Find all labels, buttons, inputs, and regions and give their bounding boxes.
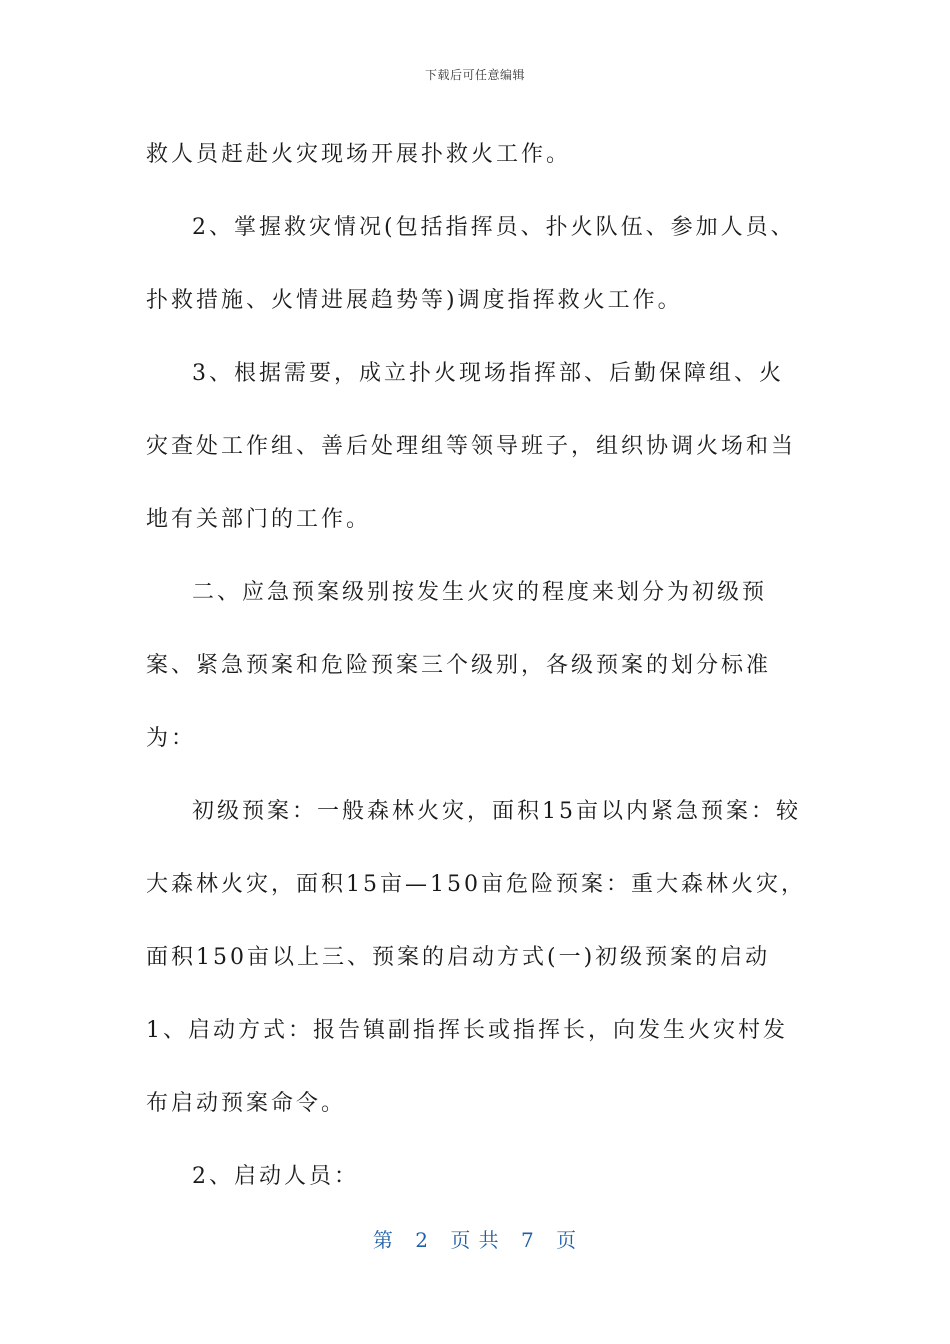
page-mid: 页 共 [450, 1228, 500, 1252]
page-number-footer [0, 1224, 950, 1253]
header-note: 下载后可任意编辑 [424, 68, 525, 82]
paragraph-2: 2、掌握救灾情况(包括指挥员、扑火队伍、参加人员、扑救措施、火情进展趋势等)调度指挥救火工作。 [146, 215, 796, 313]
paragraph-5: 初级预案：一般森林火灾，面积15亩以内紧急预案：较大森林火灾，面积15亩—150亩危险预案：重大森林火灾，面积150亩以上三、预案的启动方式(一)初级预案的启动1、启动方式：报告镇副指挥长或指挥长，向发生火灾村发布启动预案命令。 [146, 799, 806, 1116]
page-total: 7 [521, 1228, 535, 1252]
page-suffix: 页 [556, 1228, 578, 1252]
paragraph-4: 二、应急预案级别按发生火灾的程度来划分为初级预案、紧急预案和危险预案三个级别，各级预案的划分标准为： [146, 580, 772, 751]
paragraph-1: 救人员赶赴火灾现场开展扑救火工作。 [146, 142, 572, 167]
page-prefix: 第 [372, 1228, 394, 1252]
paragraph-3: 3、根据需要，成立扑火现场指挥部、后勤保障组、火灾查处工作组、善后处理组等领导班子，组织协调火场和当地有关部门的工作。 [146, 361, 797, 532]
page-current: 2 [415, 1228, 429, 1252]
paragraph-6: 2、启动人员： [192, 1164, 359, 1189]
document-body [146, 118, 806, 1213]
